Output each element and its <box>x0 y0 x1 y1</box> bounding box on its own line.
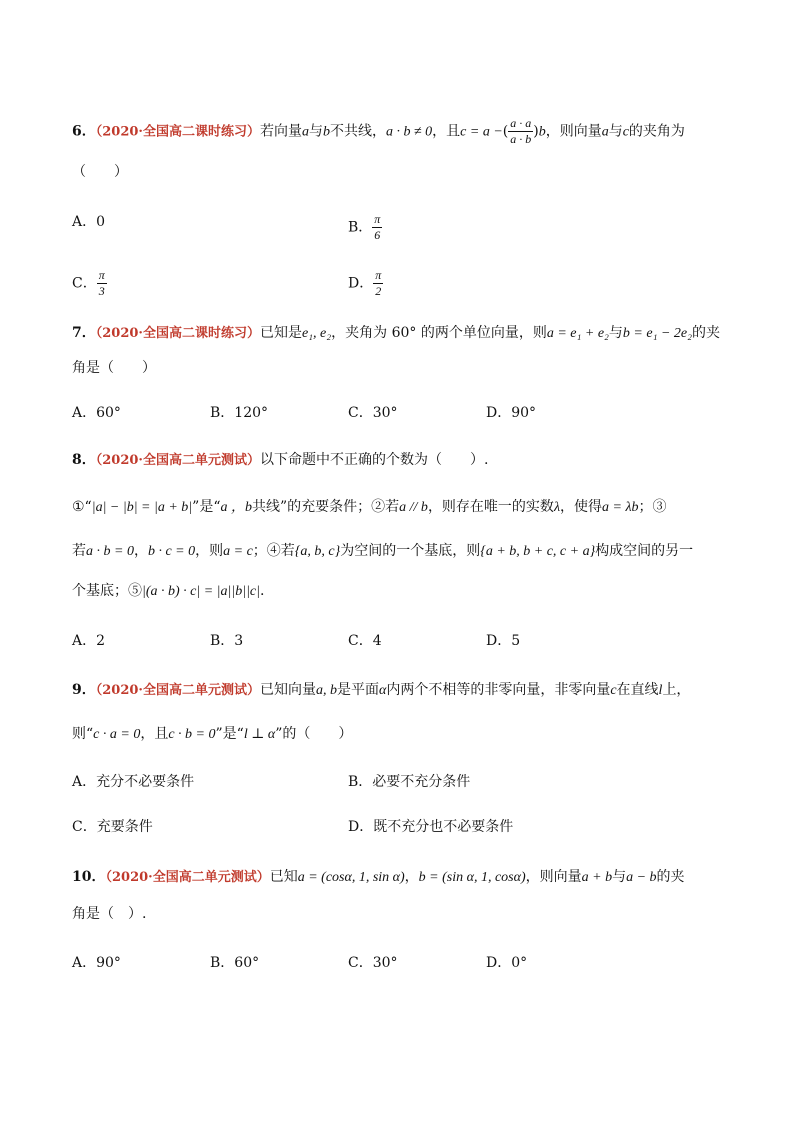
q6-vec-a: a <box>301 124 309 140</box>
q7-text: ，夹角为 60° 的两个单位向量，则 <box>331 325 547 341</box>
q9-stem-line2: 则“c · a = 0，且c · b = 0”是“l ⊥ α”的（ ） <box>72 726 353 742</box>
q8-line3: 个基底；⑤|(a · b) · c| = |a||b||c|. <box>72 583 265 599</box>
q6-text: 不共线， <box>329 123 386 140</box>
q10-math: a + b <box>581 870 613 885</box>
q7-stem <box>72 323 720 344</box>
q10-math: a − b <box>626 870 657 885</box>
q8-line2: 若a · b = 0，b · c = 0，则a = c；④若{a, b, c}为空间的一个基底，则{a + b, b + c, c + a}构成空间的另一 <box>72 543 694 559</box>
q6-cond: a · b ≠ 0 <box>385 124 433 140</box>
q7-source: （2020·全国高二课时练习） <box>95 326 260 341</box>
q10-number: 10． <box>72 869 106 885</box>
q6-option-d-frac: $\frac{\pi}{2}$ <box>375 268 382 298</box>
q8-math: a · b = 0 <box>86 544 134 559</box>
q6-vec-b: b <box>322 124 330 140</box>
q9-math: l <box>658 683 663 698</box>
q8-math: |(a · b) · c| = |a||b||c| <box>142 584 260 599</box>
q7-text: 的夹 <box>691 325 720 341</box>
q6-number: 6． <box>72 123 96 140</box>
q8-math: |a| − |b| = |a + b| <box>91 500 193 515</box>
q8-source: （2020·全国高二单元测试） <box>95 453 260 468</box>
q9-math: c · a = 0 <box>93 727 141 742</box>
q7-option-c[interactable]: C．30° <box>348 405 398 421</box>
q9-stem: 9．（2020·全国高二单元测试）已知向量a, b是平面α内两个不相等的非零向量，非零向量c在直线l上， <box>72 682 691 698</box>
q7-option-d[interactable]: D．90° <box>486 405 537 421</box>
q8-number: 8． <box>72 452 96 468</box>
q9-number: 9． <box>72 682 96 698</box>
q10-source: （2020·全国高二单元测试） <box>105 870 270 885</box>
q6-option-c-label: C． <box>72 275 97 292</box>
q6-option-d[interactable] <box>348 268 383 299</box>
q6-option-b-label: B． <box>348 219 373 236</box>
q6-stem: 6．（2020·全国高二课时练习）若向量a与b不共线，a · b ≠ 0，且c = a −( $\frac{a \cdot a}{a \cdot b}$ )b，则向量a与c的夹角为 <box>72 116 685 146</box>
q10-math: a = (cosα, 1, sin α) <box>297 870 405 885</box>
q6-vec-b: b <box>538 124 546 140</box>
q8-math: λ <box>553 500 561 515</box>
q8-math: {a, b, c} <box>294 544 341 559</box>
q6-option-d-label: D． <box>348 275 374 292</box>
q7-number: 7． <box>72 325 96 341</box>
q10-stem: 10．（2020·全国高二单元测试）已知a = (cosα, 1, sin α)，b = (sin α, 1, cosα)，则向量a + b与a − b的夹 <box>72 869 685 885</box>
q10-option-c[interactable]: C．30° <box>348 955 398 971</box>
q6-text: 若向量 <box>259 123 302 140</box>
q8-option-b[interactable]: B．3 <box>210 633 244 649</box>
q10-option-b[interactable]: B．60° <box>210 955 260 971</box>
q8-line1: ①“|a| − |b| = |a + b|”是“a ，b共线”的充要条件；②若a // b，则存在唯一的实数λ，使得a = λb；③ <box>72 499 667 515</box>
q8-option-a[interactable]: A．2 <box>72 633 106 649</box>
q6-option-b-frac: $\frac{\pi}{6}$ <box>374 212 381 242</box>
q9-math: l ⊥ α <box>243 727 276 742</box>
q6-fraction: $\frac{a \cdot a}{a \cdot b}$ <box>510 116 532 146</box>
q10-stem-line2: 角是（ ）. <box>72 906 147 922</box>
q9-source: （2020·全国高二单元测试） <box>95 683 260 698</box>
q7-option-a[interactable]: A．60° <box>72 405 121 421</box>
q7-vec-e: e₁, e₂ <box>301 326 332 341</box>
q9-math: α <box>378 683 387 698</box>
q6-text: ，则向量 <box>545 123 602 140</box>
q6-text: 与 <box>308 123 323 140</box>
q10-math: b = (sin α, 1, cosα) <box>418 870 526 885</box>
q9-option-c[interactable]: C．充要条件 <box>72 819 153 835</box>
q6-source: （2020·全国高二课时练习） <box>95 124 260 140</box>
q8-option-c[interactable]: C．4 <box>348 633 382 649</box>
q6-paren: （ ） <box>72 164 128 180</box>
q9-math: a, b <box>315 683 337 698</box>
q7-option-b[interactable]: B．120° <box>210 405 269 421</box>
q10-option-d[interactable]: D．0° <box>486 955 528 971</box>
q6-vec-c: c <box>622 124 629 140</box>
q9-option-a[interactable]: A．充分不必要条件 <box>72 774 195 790</box>
q9-option-d[interactable]: D．既不充分也不必要条件 <box>348 819 514 835</box>
q7-stem-line2: 角是（ ） <box>72 360 156 376</box>
q8-math: a // b <box>399 500 428 515</box>
q7-b-def: b = e₁ − 2e₂ <box>622 326 692 341</box>
q8-option-d[interactable]: D．5 <box>486 633 521 649</box>
q6-c-def: c = a − <box>460 124 503 140</box>
q10-option-a[interactable]: A．90° <box>72 955 121 971</box>
q8-math: a = c <box>223 544 253 559</box>
q6-text: 的夹角为 <box>628 123 685 140</box>
q6-option-b[interactable] <box>348 212 382 243</box>
q7-text: 与 <box>608 325 623 341</box>
q6-option-c-frac: $\frac{\pi}{3}$ <box>98 268 105 298</box>
q9-math: c · b = 0 <box>168 727 216 742</box>
q8-stem <box>72 450 488 471</box>
q8-math: b · c = 0 <box>147 544 196 559</box>
q9-math: c <box>610 683 617 698</box>
q6-text: 与 <box>608 123 623 140</box>
q8-math: {a + b, b + c, c + a} <box>480 544 596 559</box>
q7-text: 已知是 <box>259 325 302 341</box>
q8-math: a ，b <box>220 500 252 515</box>
q9-option-b[interactable]: B．必要不充分条件 <box>348 774 471 790</box>
q6-vec-a: a <box>601 124 609 140</box>
q6-option-a[interactable]: A．0 <box>72 214 106 230</box>
q8-math: a = λb <box>602 500 639 515</box>
q8-text: 以下命题中不正确的个数为（ ）. <box>259 452 489 468</box>
q6-text: ，且 <box>432 123 461 140</box>
q6-option-c[interactable] <box>72 268 107 299</box>
q7-a-def: a = e₁ + e₂ <box>546 326 609 341</box>
